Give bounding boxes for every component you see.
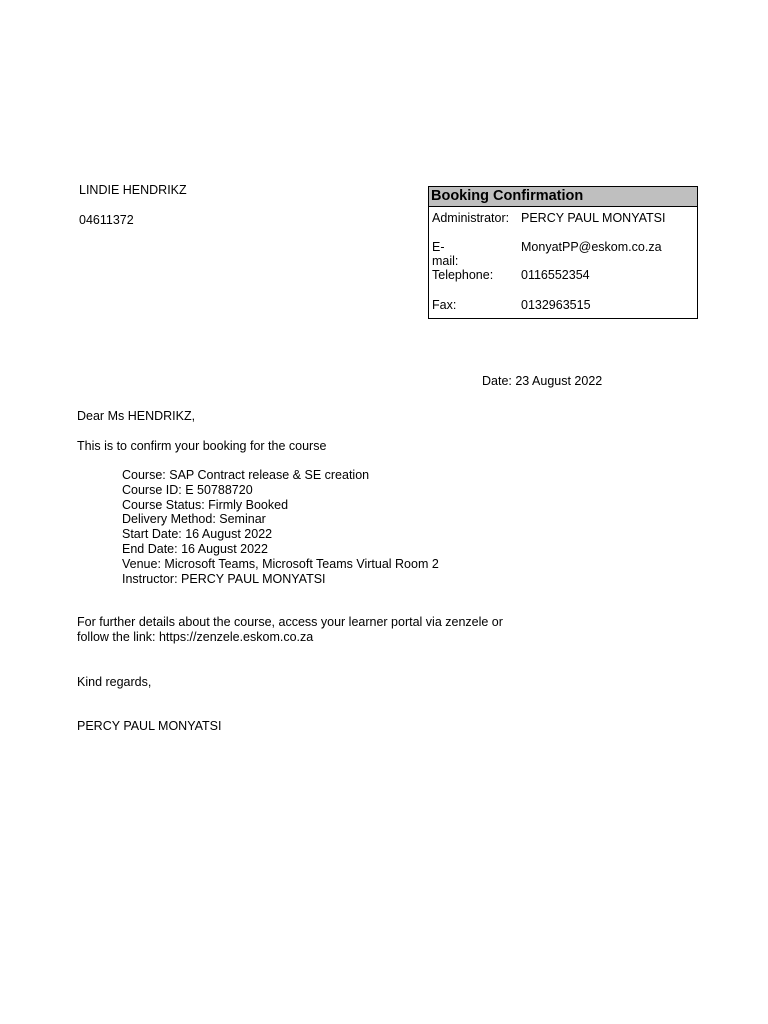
letter-date: Date: 23 August 2022 [482,374,603,388]
delivery-method: Delivery Method: Seminar [122,512,266,527]
closing: Kind regards, [77,675,152,689]
administrator-value: PERCY PAUL MONYATSI [521,211,666,225]
further-details [77,615,503,645]
course-details [122,468,439,586]
start-date: Start Date: 16 August 2022 [122,527,273,542]
course-id: Course ID: E 50788720 [122,482,253,497]
further-details-line-2: follow the link: https://zenzele.eskom.co.za [77,630,314,644]
telephone-label: Telephone: [432,268,494,282]
fax-value: 0132963515 [521,298,591,312]
instructor: Instructor: PERCY PAUL MONYATSI [122,571,326,586]
venue: Venue: Microsoft Teams, Microsoft Teams Virtual Room 2 [122,556,439,571]
salutation: Dear Ms HENDRIKZ, [77,409,196,423]
telephone-value: 0116552354 [521,268,590,282]
row-divider [429,292,697,293]
end-date: End Date: 16 August 2022 [122,541,268,556]
administrator-label: Administrator: [432,211,510,225]
course-status: Course Status: Firmly Booked [122,497,289,512]
course-name: Course: SAP Contract release & SE creation [122,468,370,482]
intro-text: This is to confirm your booking for the course [77,439,327,453]
signature: PERCY PAUL MONYATSI [77,719,222,733]
email-value: MonyatPP@eskom.co.za [521,240,662,254]
fax-label: Fax: [432,298,457,312]
booking-title: Booking Confirmation [429,187,697,207]
further-details-line-1: For further details about the course, access your learner portal via zenzele or [77,615,503,629]
recipient-number: 04611372 [79,213,134,227]
email-label: E-mail: [432,240,459,268]
recipient-name: LINDIE HENDRIKZ [79,183,187,197]
booking-confirmation-box [428,186,698,319]
